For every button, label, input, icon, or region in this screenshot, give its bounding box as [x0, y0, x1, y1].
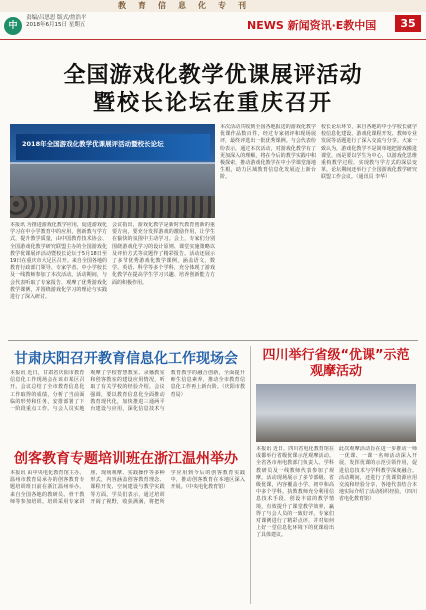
date-line: 2018年6月15日 星期五 [26, 22, 86, 28]
section-divider [8, 340, 418, 341]
editor-line: 责编/吕思思 版式/詹浩平 [26, 15, 87, 21]
article4-body-continued: 此次观摩活动旨在进一步推动一师一优课、一课一名师活动深入开展，发挥优课的示范引领作用，促进信息技术与学科教学深度融合。活动期间，还进行了优课资源应用交流和经验分享，各地代表结合本地实际介绍了活动组织经验。（四川省电化教育馆） [339, 446, 417, 503]
lead-column-1: 本报讯 为推进游戏化教学应用，促进游戏化学习在中小学教育中的应用，创新教与学方式，提升教学质量，由中国教育技术协会、全国游戏化教学研究联盟主办的全国游戏化教学优课展评活动暨校长论坛于5月18日至19日在重庆市大足区召开。来自全国各地的教育行政部门领导、专家学者、中小学校长及一线教师参加了本次活动。活动期间，与会代表听取了专家报告，观摩了优秀游戏化教学课例，并围绕游戏化学习的理论与实践进行了深入研讨。 [10, 222, 107, 301]
header-divider [0, 39, 426, 40]
lead-column-3: 本次活动共收到全国各地报送的游戏化教学优课作品数百件，经过专家初评和现场展评，最终评选出一批优秀课例。与会代表纷纷表示，通过本次活动，对游戏化教学有了更加深入的理解，将在今后的教学实践中积极探索，推动游戏化教学在中小学课堂落地生根，助力区域教育信息化发展迈上新台阶。 [220, 124, 316, 181]
article4-title: 四川举行省级“优课”示范观摩活动 [262, 348, 410, 379]
article4-body: 本报讯 近日，四川省电化教育馆在成都举行省级优课示范观摩活动。全省各市州电教部门负责人、学科教研员及一线教师代表参加了观摩。活动现场展示了多节部级、省级优课，内容覆盖小学、初中和高中多个学科。执教教师充分利用信息技术手段，创设丰富的教学情境，有效提升了课堂教学效率，赢得了与会人员的一致好评。专家们对课例进行了精彩点评，并对如何上好一堂信息化环境下的优课给出了具体建议。 [256, 446, 334, 539]
section-brand: NEWS 新闻资讯·E教中国 [247, 19, 377, 32]
article2-body: 本报讯 近日，甘肃省庆阳市教育信息化工作现场会在该市某区召开。会议总结了全市教育信息化工作取得的成绩，分析了当前面临的形势和任务，安排部署了下一阶段重点工作。与会人员实地观摩了学校智慧教室、录播教室和创客教室的建设应用情况，听取了有关学校的经验介绍。会议强调，要以教育信息化全面推动教育现代化，加快推进三通两平台建设与应用，深化信息技术与教育教学的融合创新，全面提升师生信息素养，推动全市教育信息化工作再上新台阶。（庆阳市教育局） [10, 370, 245, 413]
lead-title-line1: 全国游戏化教学优课展评活动 [63, 63, 363, 88]
article2-title: 甘肃庆阳召开教育信息化工作现场会 [14, 351, 238, 367]
lead-photo [10, 124, 215, 218]
article3-title: 创客教育专题培训班在浙江温州举办 [14, 451, 238, 467]
column-rule [250, 346, 251, 604]
lead-column-4: 校长论坛环节，来自各地的中小学校长就学校信息化建设、游戏化课程开发、教师专业发展等话题进行了深入交流与分享。大家一致认为，游戏化教学不是简单地把游戏搬进课堂，而是要以学生为中心，以游戏化思维重构教学过程，实现教与学方式的深层变革。论坛期间还举行了全国游戏化教学研究联盟工作会议。（通讯员 李华） [321, 124, 417, 181]
page-number: 35 [395, 15, 421, 32]
issue-meta [26, 15, 86, 29]
newspaper-logo-icon: 中 [4, 17, 22, 35]
article3-body: 本报讯 由中央电化教育馆主办、温州市教育局承办的创客教育专题培训班日前在浙江温州举办。来自全国各地的教研员、骨干教师等参加培训。培训采用专家讲座、现场观摩、实践操作等多种形式，内容涵盖创客教育理念、课程开发、空间建设与教学实践等方面。学员们表示，通过培训开阔了视野，收获满满，将把所学应用到今后的创客教育实践中，推动创客教育在本地区深入开展。（中央电化教育馆） [10, 470, 245, 505]
lead-column-2: 会议指出，游戏化教学是新时代教育创新的重要方向，要充分发挥游戏的激励作用，让学生在愉快的氛围中主动学习。会上，专家们分别围绕游戏化学习的设计原则、课堂实施策略以及评价方式等议题作了精彩报告。活动还展示了多节优秀游戏化教学课例，涵盖语文、数学、英语、科学等多个学科，充分体现了游戏化教学在提高学生学习兴趣、培养创新能力方面的积极作用。 [112, 222, 215, 286]
photo-stage-banner: 2018年全国游戏化教学优课展评活动暨校长论坛 [16, 134, 210, 160]
lead-title-line2: 暨校长论坛在重庆召开 [92, 91, 333, 116]
section-motto: 教育信息化专刊 [118, 1, 258, 10]
article4-photo [256, 384, 416, 442]
section-header-band [0, 0, 426, 12]
